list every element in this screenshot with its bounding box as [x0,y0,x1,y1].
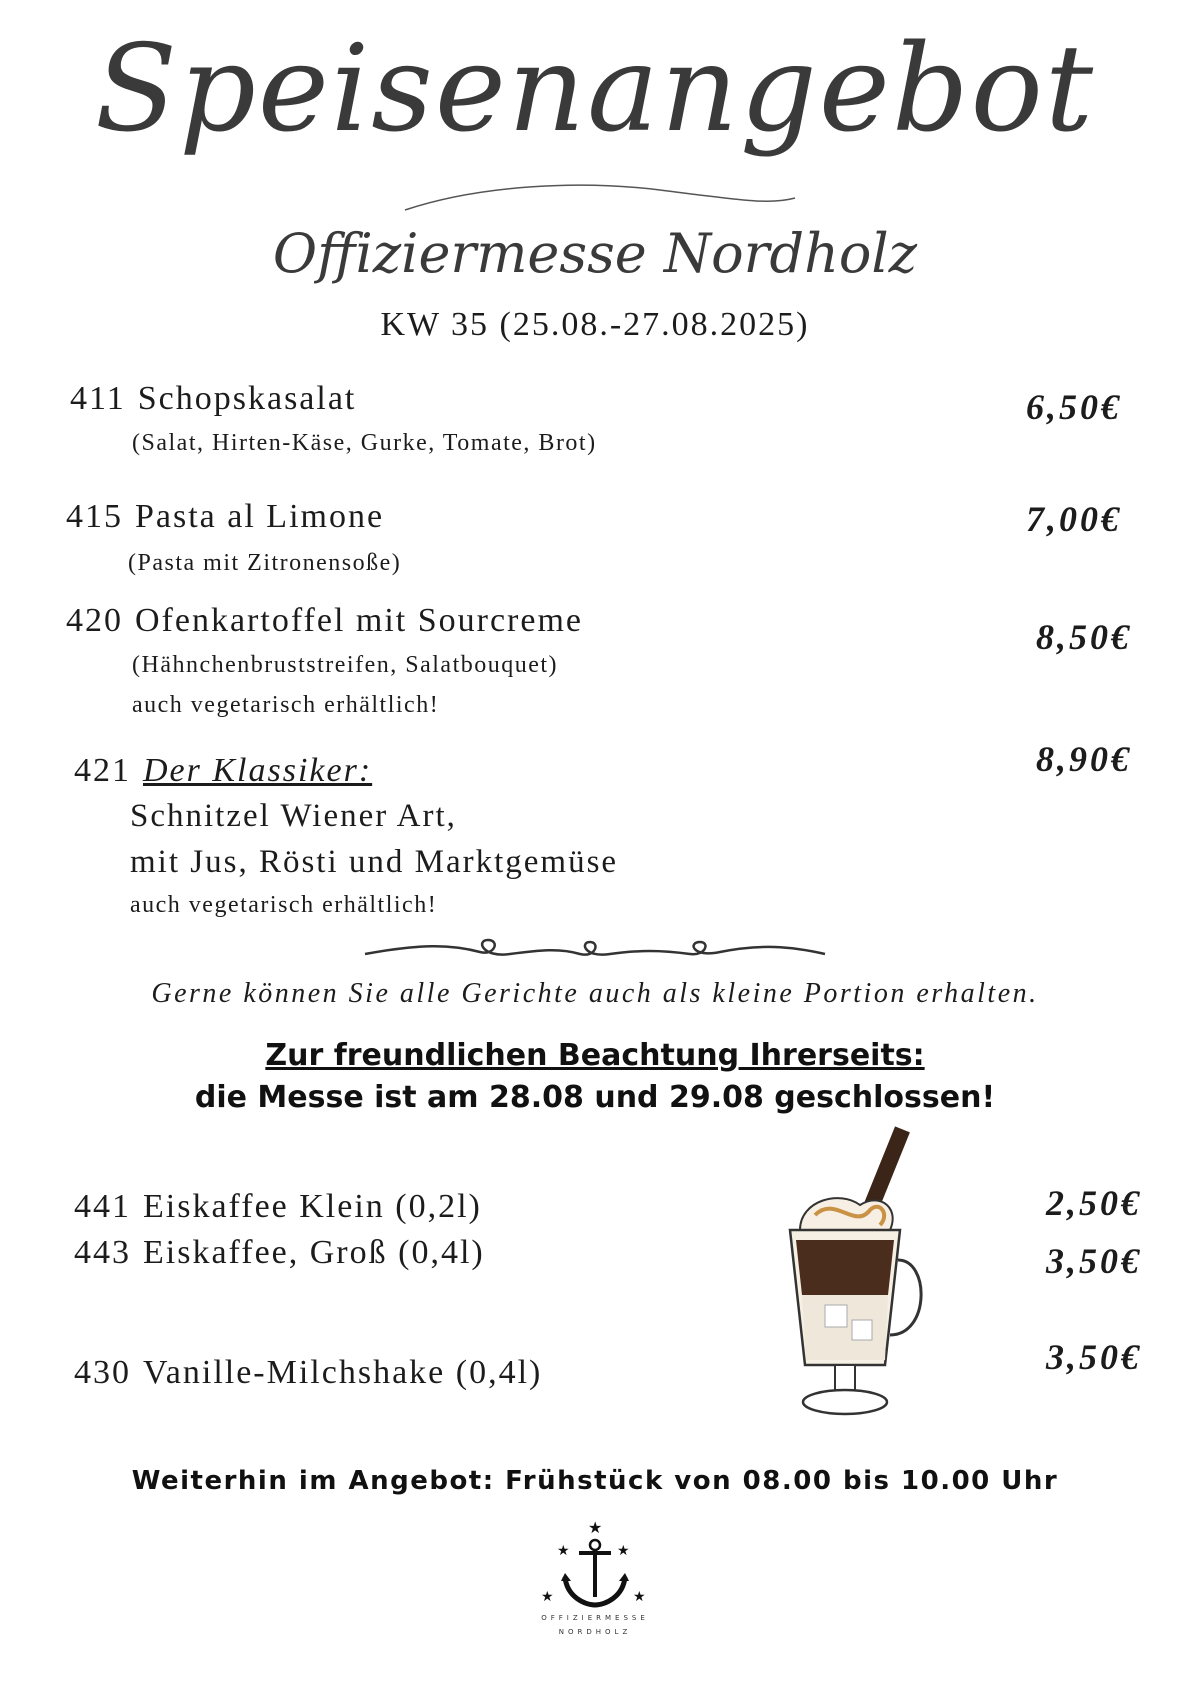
portion-note: Gerne können Sie alle Gerichte auch als kleine Portion erhalten. [151,978,1039,1009]
svg-text:★: ★ [588,1518,603,1537]
item-number: 430 [74,1354,131,1391]
logo-text-line2: NORDHOLZ [558,1628,632,1636]
item-details: (Salat, Hirten-Käse, Gurke, Tomate, Brot) [132,430,597,456]
svg-text:★: ★ [633,1589,646,1605]
item-name: Eiskaffee, Groß (0,4l) [143,1234,485,1271]
item-details: auch vegetarisch erhältlich! [132,692,440,718]
drink-item-441 [74,1188,482,1226]
item-name: Vanille-Milchshake (0,4l) [143,1354,543,1391]
item-number: 441 [74,1188,131,1225]
item-price: 7,00€ [1026,499,1122,539]
svg-text:★: ★ [617,1543,630,1559]
item-price: 3,50€ [1046,1337,1142,1377]
item-name: Schopskasalat [137,380,357,417]
item-details: auch vegetarisch erhältlich! [130,892,438,918]
menu-item-421 [74,752,372,790]
item-price: 8,50€ [1036,617,1132,657]
item-details: (Hähnchenbruststreifen, Salatbouquet) [132,652,559,678]
attention-title: Zur freundlichen Beachtung Ihrerseits: [265,1038,925,1073]
item-name: Eiskaffee Klein (0,2l) [143,1188,482,1225]
svg-text:★: ★ [541,1589,554,1605]
item-number: 420 [66,602,123,639]
item-details: (Pasta mit Zitronensoße) [128,550,402,576]
item-name: Pasta al Limone [135,498,385,535]
week-label: KW 35 (25.08.-27.08.2025) [380,306,810,343]
item-price: 2,50€ [1046,1183,1142,1223]
breakfast-info: Weiterhin im Angebot: Frühstück von 08.00 bis 10.00 Uhr [131,1466,1059,1496]
iced-coffee-glass-icon [780,1120,940,1430]
page-title: Speisenangebot [94,20,1096,159]
drink-item-443 [74,1234,485,1272]
anchor-with-stars-icon [535,1515,655,1611]
logo-text-line1: OFFIZIERMESSE [541,1614,649,1622]
menu-item-420 [66,602,583,640]
item-name: Ofenkartoffel mit Sourcreme [135,602,584,639]
menu-item-415 [66,498,384,536]
item-number: 443 [74,1234,131,1271]
title-flourish [400,180,800,220]
item-price: 3,50€ [1046,1241,1142,1281]
item-line: mit Jus, Rösti und Marktgemüse [130,844,619,880]
drink-item-430 [74,1354,542,1392]
item-number: 415 [66,498,123,535]
svg-text:★: ★ [557,1543,570,1559]
item-number: 411 [70,380,126,417]
item-price: 8,90€ [1036,739,1132,779]
item-line: Schnitzel Wiener Art, [130,798,457,834]
ornamental-divider [360,930,830,966]
item-name: Der Klassiker: [143,752,373,789]
item-price: 6,50€ [1026,387,1122,427]
item-number: 421 [74,752,131,789]
attention-text: die Messe ist am 28.08 und 29.08 geschlossen! [194,1080,996,1115]
menu-item-411 [70,380,356,418]
page-subtitle: Offiziermesse Nordholz [272,222,918,285]
